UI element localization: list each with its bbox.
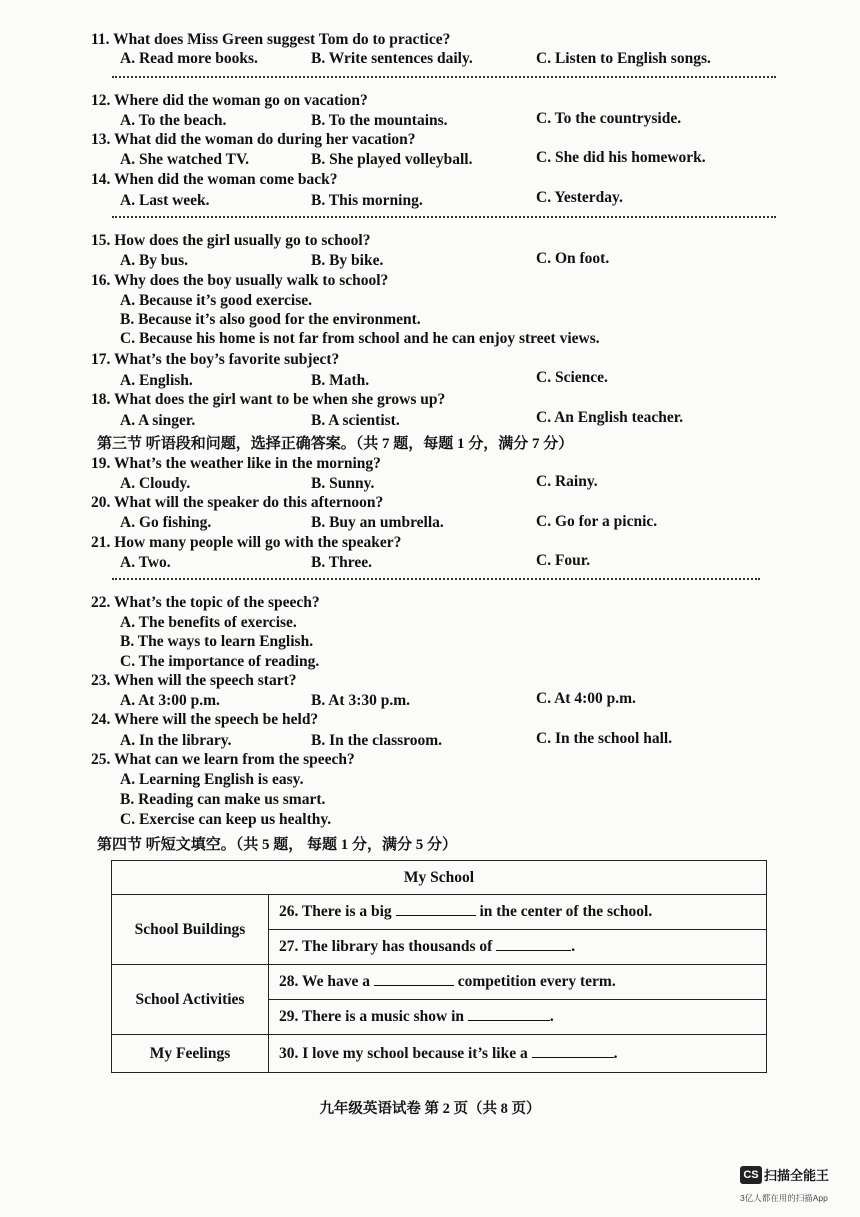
option-c: C. Exercise can keep us healthy. [120,811,332,828]
table-title: My School [112,861,767,895]
option-a: A. In the library. [120,732,232,749]
blank-27[interactable] [496,938,571,951]
option-b: B. Math. [311,372,370,389]
question-text: 15. How does the girl usually go to school? [91,232,371,249]
row-text-before: 28. We have a [279,973,370,990]
question-text: 16. Why does the boy usually walk to school? [91,272,389,289]
question-text: 13. What did the woman do during her vacation? [91,131,416,148]
category-my-feelings: My Feelings [112,1035,269,1073]
option-a: A. She watched TV. [120,151,250,168]
option-a: A. The benefits of exercise. [120,614,297,631]
row-text-after: . [613,1044,618,1062]
option-a: A. At 3:00 p.m. [120,692,220,709]
option-a: A. A singer. [120,412,196,429]
option-c: C. To the countryside. [536,110,682,127]
option-b: B. In the classroom. [311,732,443,749]
dotted-divider [112,76,776,78]
option-b: B. Buy an umbrella. [311,514,444,531]
question-text: 23. When will the speech start? [91,672,297,689]
question-text: 11. What does Miss Green suggest Tom do to practice? [91,31,451,48]
question-text: 14. When did the woman come back? [91,171,338,188]
table-row-30 [269,1035,767,1073]
option-b: B. At 3:30 p.m. [311,692,411,709]
blank-30[interactable] [532,1045,614,1058]
option-b: B. By bike. [311,252,384,269]
option-c: C. Because his home is not far from school and he can enjoy street views. [120,330,600,347]
option-b: B. Three. [311,554,373,571]
row-text-before: 29. There is a music show in [279,1008,465,1025]
option-b: B. Because it’s also good for the environment. [120,311,421,328]
row-text-before: 30. I love my school because it’s like a [279,1044,528,1062]
option-a: A. Two. [120,554,171,571]
question-text: 24. Where will the speech be held? [91,711,319,728]
page-footer: 九年级英语试卷 第 2 页（共 8 页） [319,1101,541,1117]
table-row-26 [269,895,767,930]
blank-29[interactable] [468,1008,550,1021]
option-a: A. Last week. [120,192,210,209]
option-c: C. Listen to English songs. [536,50,711,67]
option-c: C. She did his homework. [536,149,706,166]
section-4-heading: 第四节 听短文填空。（共 5 题， 每题 1 分，满分 5 分） [97,837,458,853]
option-b: B. The ways to learn English. [120,633,314,650]
question-text: 17. What’s the boy’s favorite subject? [91,351,340,368]
option-c: C. Four. [536,552,591,569]
option-c: C. Rainy. [536,473,598,490]
option-a: A. By bus. [120,252,189,269]
question-text: 20. What will the speaker do this afternoon? [91,494,384,511]
row-text-before: 27. The library has thousands of [279,938,493,955]
row-text-before: 26. There is a big [279,903,392,920]
option-c: C. On foot. [536,250,610,267]
option-b: B. Reading can make us smart. [120,791,326,808]
section-3-heading: 第三节 听语段和问题，选择正确答案。（共 7 题，每题 1 分，满分 7 分） [97,436,574,452]
category-school-buildings: School Buildings [112,895,269,965]
option-c: C. At 4:00 p.m. [536,690,636,707]
option-a: A. Cloudy. [120,475,191,492]
option-c: C. An English teacher. [536,409,684,426]
question-text: 25. What can we learn from the speech? [91,751,355,768]
row-text-after: . [571,938,576,955]
question-text: 22. What’s the topic of the speech? [91,594,320,611]
camscanner-tagline: 3亿人都在用的扫描App [740,1193,828,1203]
row-text-after: . [549,1008,554,1025]
option-c: C. Science. [536,369,608,386]
camscanner-logo [740,1165,829,1184]
option-c: C. Yesterday. [536,189,623,206]
camscanner-name: 扫描全能王 [764,1168,830,1183]
option-b: B. A scientist. [311,412,400,429]
option-b: B. This morning. [311,192,423,209]
option-a: A. Read more books. [120,50,258,67]
blank-28[interactable] [374,973,454,986]
question-text: 18. What does the girl want to be when she grows up? [91,391,446,408]
blank-26[interactable] [396,903,476,916]
table-row-27 [269,930,767,965]
option-a: A. Go fishing. [120,514,212,531]
dotted-divider [112,578,760,580]
question-text: 19. What’s the weather like in the morning? [91,455,381,472]
table-row-28 [269,965,767,1000]
option-b: B. To the mountains. [311,112,448,129]
option-c: C. Go for a picnic. [536,513,658,530]
question-text: 12. Where did the woman go on vacation? [91,92,368,109]
row-text-after: competition every term. [457,973,616,990]
option-a: A. To the beach. [120,112,227,129]
option-c: C. In the school hall. [536,730,673,747]
camscanner-badge-icon: CS [740,1166,762,1184]
my-school-table [111,860,767,1073]
row-text-after: in the center of the school. [479,903,653,920]
option-a: A. English. [120,372,193,389]
option-b: B. She played volleyball. [311,151,473,168]
option-b: B. Sunny. [311,475,375,492]
table-row-29 [269,1000,767,1035]
option-a: A. Learning English is easy. [120,771,304,788]
dotted-divider [112,216,776,218]
category-school-activities: School Activities [112,965,269,1035]
question-text: 21. How many people will go with the speaker? [91,534,402,551]
option-c: C. The importance of reading. [120,653,320,670]
option-b: B. Write sentences daily. [311,50,473,67]
option-a: A. Because it’s good exercise. [120,292,312,309]
